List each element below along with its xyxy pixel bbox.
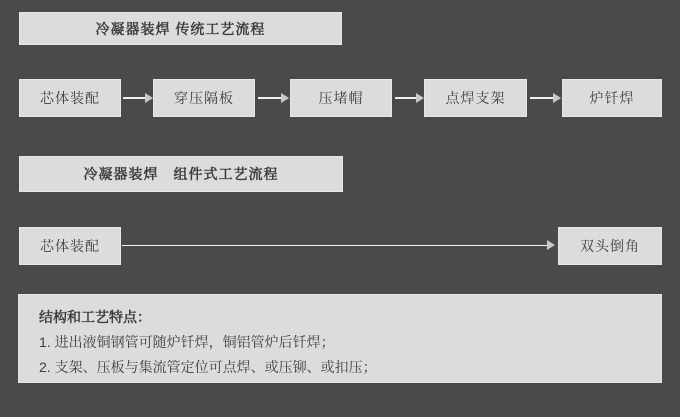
notes-item-1: 1. 进出液铜钢管可随炉钎焊，铜铝管炉后钎焊； (39, 334, 335, 350)
traditional-step-spot-weld-bracket: 点焊支架 (424, 79, 527, 117)
traditional-flow-title: 冷凝器装焊 传统工艺流程 (19, 12, 342, 45)
traditional-step-furnace-brazing: 炉钎焊 (562, 79, 662, 117)
traditional-step-press-partition: 穿压隔板 (153, 79, 255, 117)
notes-panel (18, 294, 662, 383)
modular-flow-title: 冷凝器装焊 组件式工艺流程 (19, 156, 343, 192)
modular-step-double-end-chamfer: 双头倒角 (558, 227, 662, 265)
arrow-right-icon (530, 97, 554, 99)
modular-step-core-assembly: 芯体装配 (19, 227, 121, 265)
arrow-right-icon (123, 97, 146, 99)
traditional-step-core-assembly: 芯体装配 (19, 79, 121, 117)
notes-heading: 结构和工艺特点： (39, 309, 151, 325)
arrow-right-icon (122, 245, 548, 246)
traditional-step-press-cap: 压堵帽 (290, 79, 392, 117)
arrow-right-icon (395, 97, 417, 99)
arrow-right-icon (258, 97, 282, 99)
notes-item-2: 2. 支架、压板与集流管定位可点焊、或压铆、或扣压； (39, 359, 377, 375)
